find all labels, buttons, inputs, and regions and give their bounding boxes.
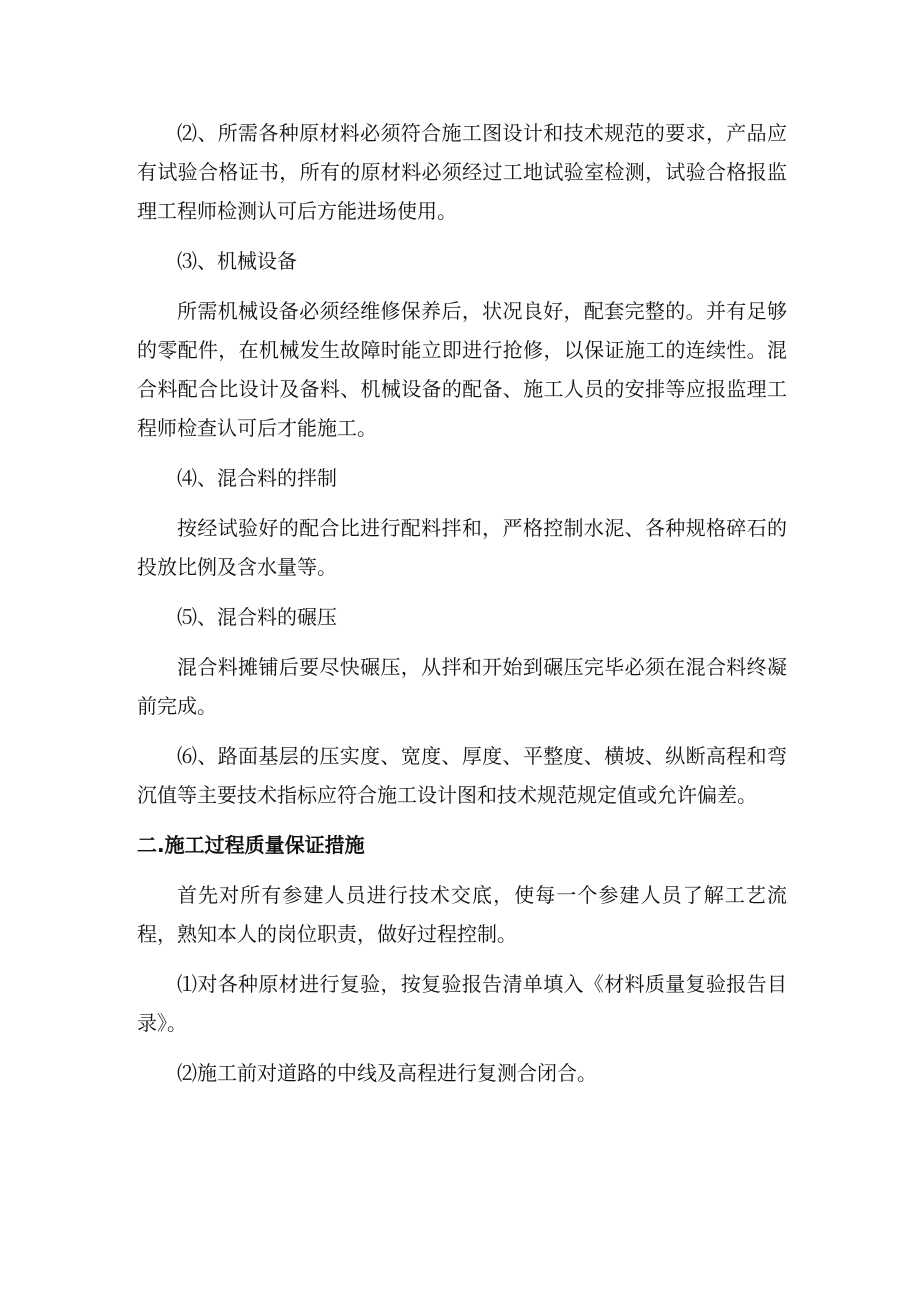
paragraph-technical-briefing: 首先对所有参建人员进行技术交底，使每一个参建人员了解工艺流程，熟知本人的岗位职责，做好过程控制。 (137, 883, 787, 946)
paragraph-mixing: 按经试验好的配合比进行配料拌和，严格控制水泥、各种规格碎石的投放比例及含水量等。 (137, 516, 787, 579)
item-heading-machinery: ⑶、机械设备 (177, 249, 297, 273)
paragraph-raw-materials: ⑵、所需各种原材料必须符合施工图设计和技术规范的要求，产品应有试验合格证书，所有的原材料必须经过工地试验室检测，试验合格报监理工程师检测认可后方能进场使用。 (137, 121, 787, 223)
section-heading-quality-measures: 二.施工过程质量保证措施 (137, 833, 365, 857)
paragraph-compaction: 混合料摊铺后要尽快碾压，从拌和开始到碾压完毕必须在混合料终凝前完成。 (137, 655, 787, 718)
paragraph-base-layer-indicators: ⑹、路面基层的压实度、宽度、厚度、平整度、横坡、纵断高程和弯沉值等主要技术指标应符合施工设计图和技术规范规定值或允许偏差。 (137, 744, 787, 807)
item-heading-compaction: ⑸、混合料的碾压 (177, 605, 337, 629)
document-body (137, 114, 787, 1104)
paragraph-machinery: 所需机械设备必须经维修保养后，状况良好，配套完整的。并有足够的零配件，在机械发生故障时能立即进行抢修，以保证施工的连续性。混合料配合比设计及备料、机械设备的配备、施工人员的安排等应报监理工程师检查认可后才能施工。 (137, 299, 787, 440)
item-heading-mixing: ⑷、混合料的拌制 (177, 466, 337, 490)
paragraph-centerline-recheck: ⑵施工前对道路的中线及高程进行复测合闭合。 (177, 1061, 597, 1085)
paragraph-material-recheck: ⑴对各种原材进行复验，按复验报告清单填入《材料质量复验报告目录》。 (137, 972, 787, 1035)
